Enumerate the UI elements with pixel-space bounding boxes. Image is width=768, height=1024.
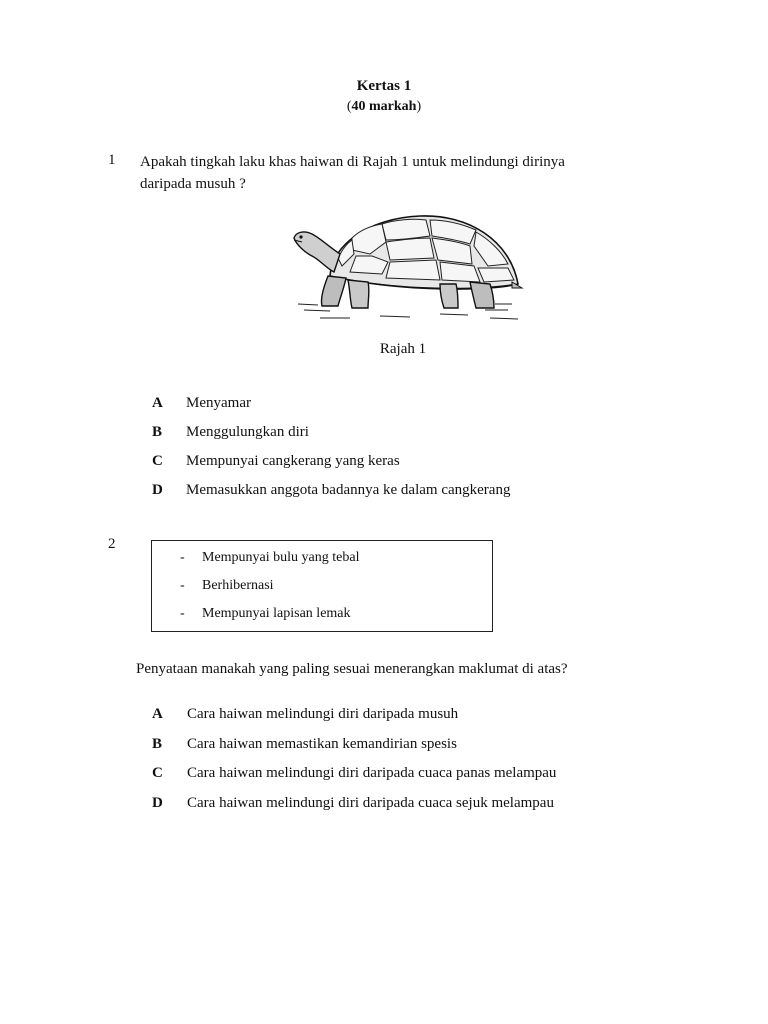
question-2-stem: Penyataan manakah yang paling sesuai menerangkan maklumat di atas? (136, 661, 568, 677)
question-1-stem-line-1: Apakah tingkah laku khas haiwan di Rajah 1 untuk melindungi dirinya (140, 154, 565, 170)
q2-option-d-text: Cara haiwan melindungi diri daripada cuaca sejuk melampau (187, 795, 554, 811)
q1-option-b-text: Menggulungkan diri (186, 424, 309, 440)
info-item (180, 578, 274, 594)
question-1-stem-line-2: daripada musuh ? (140, 176, 246, 192)
marks-close-paren: ) (416, 99, 422, 114)
info-box (151, 540, 493, 632)
q2-option-b-text: Cara haiwan memastikan kemandirian spesis (187, 736, 457, 752)
q2-option-c-text: Cara haiwan melindungi diri daripada cuaca panas melampau (187, 765, 557, 781)
info-item-text: Berhibernasi (202, 578, 274, 593)
info-item-dash: - (180, 606, 185, 621)
info-item-text: Mempunyai lapisan lemak (202, 606, 351, 621)
question-2-number: 2 (108, 536, 116, 552)
q2-option-a-letter: A (152, 706, 163, 722)
marks-value: 40 markah (351, 99, 417, 114)
q2-option-d-letter: D (152, 795, 163, 811)
info-item (180, 550, 359, 566)
tortoise-illustration (290, 214, 526, 326)
q2-option-b-letter: B (152, 736, 163, 752)
q1-option-c-letter: C (152, 453, 163, 469)
paper-title: Kertas 1 (356, 78, 412, 94)
marks-open-paren: ( (346, 99, 352, 114)
q2-option-c-letter: C (152, 765, 163, 781)
figure-caption: Rajah 1 (379, 341, 427, 357)
info-item-dash: - (180, 550, 185, 565)
q1-option-d-text: Memasukkan anggota badannya ke dalam cangkerang (186, 482, 511, 498)
info-item-text: Mempunyai bulu yang tebal (202, 550, 360, 565)
q1-option-a-text: Menyamar (186, 395, 251, 411)
info-item (180, 606, 351, 622)
question-1-number: 1 (108, 152, 116, 168)
q1-option-c-text: Mempunyai cangkerang yang keras (186, 453, 400, 469)
q1-option-b-letter: B (152, 424, 163, 440)
q1-option-d-letter: D (152, 482, 163, 498)
info-item-dash: - (180, 578, 185, 593)
q2-option-a-text: Cara haiwan melindungi diri daripada musuh (187, 706, 459, 722)
paper-marks (0, 99, 768, 115)
q1-option-a-letter: A (152, 395, 163, 411)
